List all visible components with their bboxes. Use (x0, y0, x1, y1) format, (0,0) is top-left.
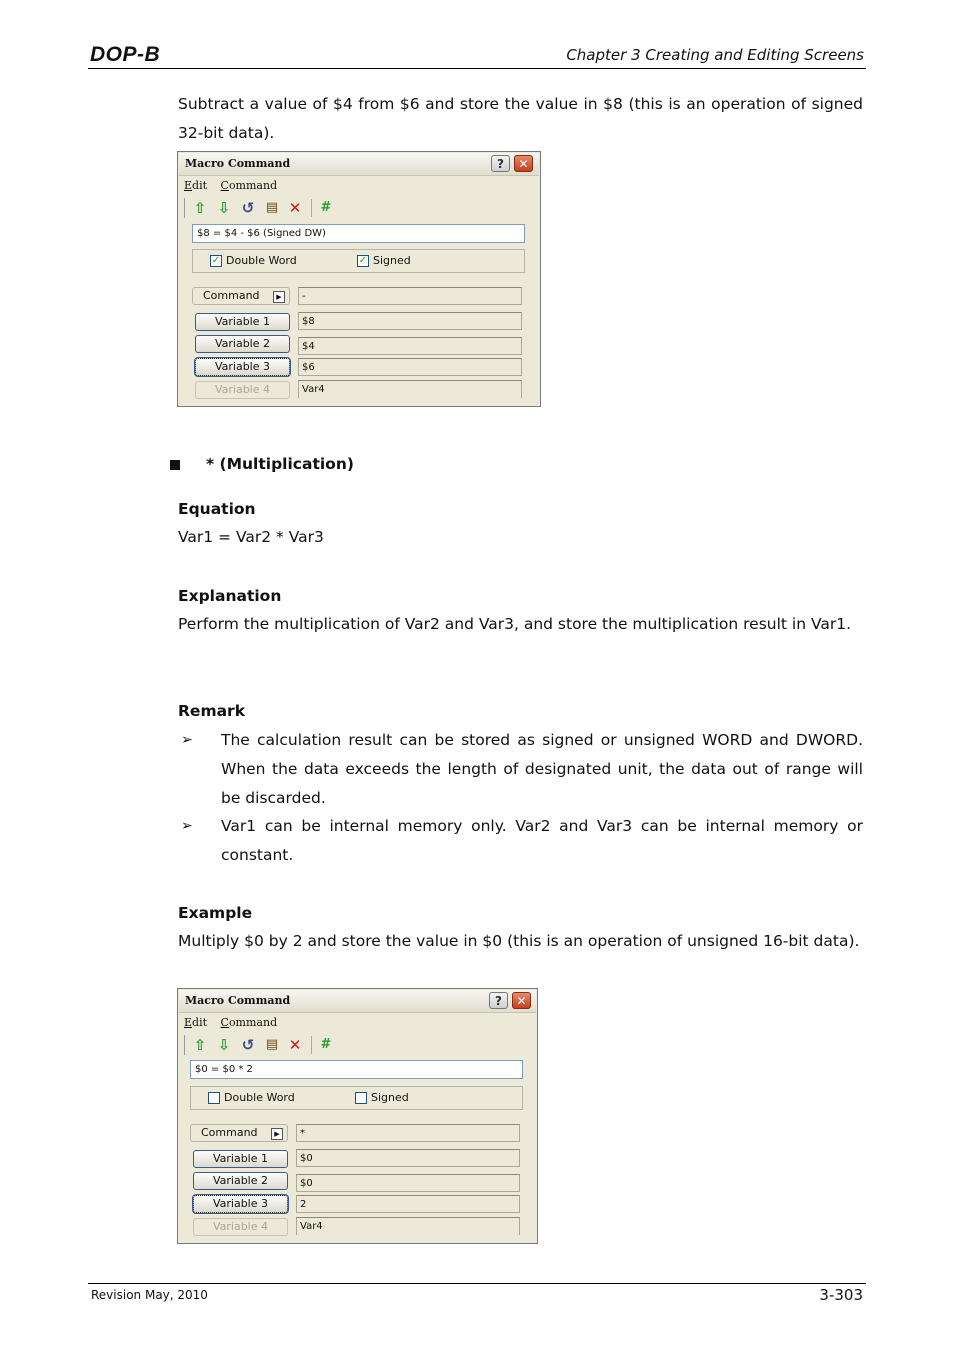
help-button[interactable]: ? (489, 992, 508, 1009)
dialog-title: Macro Command (185, 994, 291, 1007)
menu-bar (184, 1016, 287, 1029)
variable-1-button[interactable]: Variable 1 (193, 1150, 288, 1168)
hash-icon[interactable]: # (320, 1037, 332, 1052)
expression-field[interactable]: $0 = $0 * 2 (190, 1060, 523, 1079)
variable-1-field[interactable]: $0 (296, 1149, 520, 1167)
hash-icon[interactable]: # (320, 200, 332, 215)
page-number: 3-303 (819, 1286, 863, 1304)
dialog-titlebar (179, 153, 539, 176)
intro-paragraph: Subtract a value of $4 from $6 and store the value in $8 (this is an operation of signed 32-bit data). (178, 95, 863, 142)
variable-4-button: Variable 4 (195, 381, 290, 399)
variable-2-button[interactable]: Variable 2 (193, 1172, 288, 1190)
command-button[interactable]: Command ▶ (192, 287, 290, 305)
options-group (190, 1086, 523, 1110)
save-icon[interactable]: ▤ (265, 1037, 279, 1052)
delete-icon[interactable]: ✕ (288, 199, 302, 217)
double-word-check-icon: ✓ (211, 255, 221, 266)
example-text: Multiply $0 by 2 and store the value in $0 (this is an operation of unsigned 16-bit data). (178, 932, 860, 950)
variable-1-button[interactable]: Variable 1 (195, 313, 290, 331)
arrow-bullet-icon: ➢ (181, 732, 193, 748)
options-group (192, 249, 525, 273)
variable-1-field[interactable]: $8 (298, 312, 522, 330)
macro-command-dialog (177, 988, 538, 1244)
menu-edit[interactable]: Edit (184, 1016, 208, 1029)
signed-checkbox[interactable]: Signed (355, 1092, 409, 1104)
menu-command[interactable]: Command (220, 179, 278, 192)
menu-edit[interactable]: Edit (184, 179, 208, 192)
variable-4-field[interactable]: Var4 (298, 380, 522, 398)
variable-3-button[interactable]: Variable 3 (193, 1195, 288, 1213)
double-word-checkbox[interactable]: ✓ Double Word (211, 254, 297, 267)
equation-text: Var1 = Var2 * Var3 (178, 528, 324, 546)
variable-2-field[interactable]: $0 (296, 1174, 520, 1192)
refresh-icon[interactable]: ↺ (241, 1036, 255, 1054)
toolbar (184, 198, 332, 218)
refresh-icon[interactable]: ↺ (241, 199, 255, 217)
double-word-checkbox-icon (208, 1092, 220, 1104)
explanation-heading: Explanation (178, 587, 282, 605)
page-footer (88, 1283, 866, 1304)
explanation-text: Perform the multiplication of Var2 and Var3, and store the multiplication result in Var1. (178, 615, 852, 633)
close-button[interactable]: ✕ (512, 992, 531, 1009)
toolbar (184, 1035, 332, 1055)
variable-3-field[interactable]: 2 (296, 1195, 520, 1213)
dropdown-arrow-icon: ▶ (273, 291, 285, 303)
dialog-titlebar (179, 990, 536, 1013)
variable-4-button: Variable 4 (193, 1218, 288, 1236)
dialog-title: Macro Command (185, 157, 291, 170)
move-down-icon[interactable]: ⇩ (217, 199, 231, 217)
toolbar-separator (311, 199, 312, 217)
signed-check-icon: ✓ (358, 255, 368, 266)
signed-checkbox-icon (355, 1092, 367, 1104)
page-header (88, 40, 866, 69)
dropdown-arrow-icon: ▶ (271, 1128, 283, 1140)
command-button[interactable]: Command ▶ (190, 1124, 288, 1142)
variable-2-button[interactable]: Variable 2 (195, 335, 290, 353)
menu-command[interactable]: Command (220, 1016, 278, 1029)
toolbar-separator (311, 1036, 312, 1054)
variable-4-field[interactable]: Var4 (296, 1217, 520, 1235)
equation-heading: Equation (178, 500, 256, 518)
macro-command-dialog (177, 151, 541, 407)
expression-field[interactable]: $8 = $4 - $6 (Signed DW) (192, 224, 525, 243)
revision-date: Revision May, 2010 (91, 1288, 208, 1302)
menu-bar (184, 179, 287, 192)
remark-heading: Remark (178, 702, 246, 720)
move-up-icon[interactable]: ⇧ (193, 199, 207, 217)
save-icon[interactable]: ▤ (265, 200, 279, 215)
move-down-icon[interactable]: ⇩ (217, 1036, 231, 1054)
chapter-title: Chapter 3 Creating and Editing Screens (566, 46, 864, 64)
help-button[interactable]: ? (491, 155, 510, 172)
example-heading: Example (178, 904, 253, 922)
section-title: * (Multiplication) (206, 455, 354, 473)
delete-icon[interactable]: ✕ (288, 1036, 302, 1054)
close-button[interactable]: ✕ (514, 155, 533, 172)
variable-2-field[interactable]: $4 (298, 337, 522, 355)
variable-3-field[interactable]: $6 (298, 358, 522, 376)
double-word-checkbox[interactable]: Double Word (208, 1092, 295, 1104)
command-field[interactable]: * (296, 1124, 520, 1142)
bullet-square (170, 460, 180, 470)
command-field[interactable]: - (298, 287, 522, 305)
signed-checkbox[interactable]: ✓ Signed (358, 254, 411, 267)
dop-b-logo: DOP-B (90, 43, 161, 66)
move-up-icon[interactable]: ⇧ (193, 1036, 207, 1054)
arrow-bullet-icon: ➢ (181, 818, 193, 834)
variable-3-button[interactable]: Variable 3 (195, 358, 290, 376)
